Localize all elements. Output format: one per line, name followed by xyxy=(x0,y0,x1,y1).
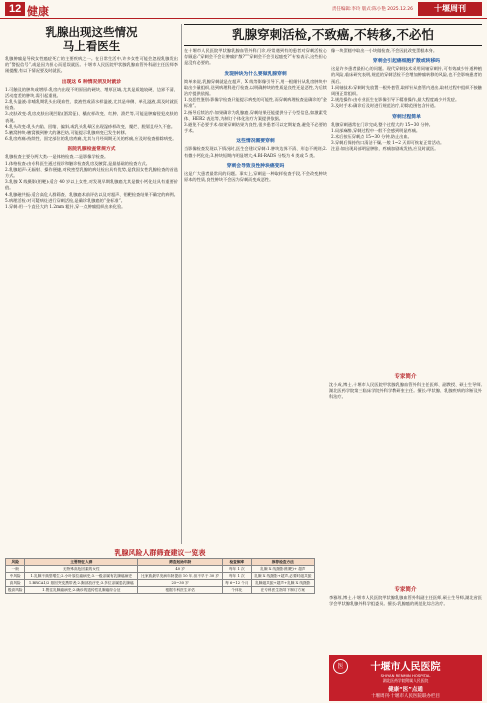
paragraph: 简单来说,乳腺穿刺就是在超声、X 线等影像引导下,用一根细针从乳房肿块中取出少量组织,送到病理科进行检查,以明确肿块的性质是良性还是恶性,为后续治疗提供依据。 xyxy=(184,78,327,97)
screening-table xyxy=(5,558,315,594)
column-footer: 十堰周刊·十堰市人民医院联办栏目 xyxy=(371,694,440,699)
paragraph: 1.穿刺:用一个直径大约 1.2mm 粗针,穿一点肿瘤组织出来化验。 xyxy=(5,204,126,210)
paragraph: 乳腺肿瘤是导致女性癌症死亡的主要疾病之一。在日常生活中,许多女性可能会忽视乳腺发出的“警报信号”,或是因为担心而延误就医。十堰市人民医院甲状腺乳腺血管外科副主任医师李刚提醒,有以下情况要及时就医。 xyxy=(5,56,178,74)
section-name: 健康 xyxy=(27,5,49,18)
left-article-body xyxy=(5,56,178,210)
table-cell: 每年 1 次 xyxy=(223,566,252,573)
paragraph: 注意:如出现局部明显肿胀、疼痛加剧或发热,应及时就医。 xyxy=(331,146,439,152)
paragraph: 2.乳头溢液:非哺乳期乳头出现血性、浆液性或清水样溢液,尤其是单侧、单孔溢液,需及时就医检查。 xyxy=(5,99,178,111)
paragraph: 当影像检查发现以下情况时,医生会建议穿刺:1.肿块边界不清、形态不规则;2.有微小钙化灶;3.肿块短期内明显增大;4.BI-RADS 分级为 4 类或 5 类。 xyxy=(184,146,327,158)
left-article-title: 乳腺出现这些情况 马上看医生 xyxy=(45,25,138,53)
hospital-logo xyxy=(329,655,482,701)
table-cell: 根据专科医生评估 xyxy=(138,587,223,594)
table-cell: 在专科医生指导下制订方案 xyxy=(251,587,314,594)
table-body xyxy=(6,566,315,594)
paragraph: 3.皮肤改变:乳房皮肤出现凹陷(酒窝征)、橘皮样改变、红肿、溃烂等,可能是肿瘤侵犯皮肤的表现。 xyxy=(5,111,178,123)
paragraph: 6.乳房疼痛:持续性、固定部位的乳房疼痛,尤其与月经周期无关的疼痛,应及时检查排除病变。 xyxy=(5,136,177,142)
table-cell: 无特殊高危因素的女性 xyxy=(25,566,138,573)
paragraph: 4.乳腺磁共振:适合高危人群筛查、乳腺癌术前评估以及对超声、钼靶检查结果不确定的病例。 xyxy=(5,191,178,197)
table-cell: 25~30 岁 xyxy=(138,580,223,587)
table-cell: 比家族最早发病年龄提前 10 年,但不早于 30 岁 xyxy=(138,573,223,580)
main-article-col2 xyxy=(331,48,482,153)
paragraph: 1.可触及的肿块或增厚:乳房内出现不明原因的硬块、增厚区域,尤其是质地较硬、边界不清、活动度差的肿块,需引起重视。 xyxy=(5,86,178,98)
expert-heading: 专家简介 xyxy=(394,587,417,593)
expert-bio: 李雅琼,博士,十堰市人民医院甲状腺乳腺血管外科副主任医师,硕士生导师,湖北省医学会甲状腺乳腺外科学组委员。擅长:乳腺癌的规范化综合治疗。 xyxy=(329,595,482,607)
table-cell: 乳腺 X 线摄影(钼靶)+ 超声 xyxy=(251,566,314,573)
table-row xyxy=(6,587,315,594)
expert-profile-2 xyxy=(329,585,482,607)
paragraph: 4.乳头改变:乳头内陷、回缩、偏斜,或乳头乳晕区出现湿疹样改变、糜烂、脱屑且经久不愈。 xyxy=(5,123,176,129)
paragraph: 2.规范操作:由专业医生在影像引导下精准操作,最大程度减少并发症。 xyxy=(331,97,460,103)
paragraph: 5.病理活检:对可疑病灶进行穿刺活检,是确诊乳腺癌的“金标准”。 xyxy=(5,197,125,203)
column-slogan: 健康“医”点通 xyxy=(388,687,423,693)
paragraph: 5.腋窝肿块:腋窝摸到肿大的淋巴结,可能提示乳腺病变已发生转移。 xyxy=(5,130,129,136)
table-cell: 40 岁 xyxy=(138,566,223,573)
paragraph: 2.术后按压穿刺点 15~30 分钟,防止出血。 xyxy=(331,134,412,140)
hospital-subname: 湖北医药学院附属人民医院 xyxy=(382,678,429,683)
paragraph: 3.乳腺 X 线摄影(钼靶):适合 40 岁以上女性,对发现早期乳腺癌尤其是微小钙化灶具有重要价值。 xyxy=(5,179,178,191)
subheading: 医院乳腺检查常规方式 xyxy=(67,147,116,153)
paragraph: 1.体格检查:由专科医生通过视诊和触诊检查乳房及腋窝,是最基础的检查方式。 xyxy=(5,160,150,166)
subheading: 穿刺会导致良性肿块癌变吗 xyxy=(226,163,285,169)
paragraph: 乳腺穿刺通常在门诊完成,整个过程大约 15~30 分钟。 xyxy=(331,121,433,127)
paragraph: 1.良恶性鉴别:影像学检查只能提示病变的可能性,而穿刺病理检查是确诊的“金标准”。 xyxy=(184,97,327,109)
table-cell: 1.BRCA1/2 基因突变携带者;2.胸部放疗史;3.多位亲属患乳腺癌 xyxy=(25,580,138,587)
table-cell: 个体化 xyxy=(223,587,252,594)
paragraph: 1.局部麻醉,穿刺过程中一般不会感到明显疼痛。 xyxy=(331,127,421,133)
table-header-cell: 推荐检查方法 xyxy=(251,559,314,566)
paragraph: 这是广大患者最常问的问题。事实上,穿刺是一种取样检查手段,不会改变肿块原本的性质,良性肿块不会因为穿刺而变成恶性。 xyxy=(184,170,327,183)
editor-info: 责任编辑:李玲 版式:陈小艳 2025.12.26 xyxy=(331,7,413,12)
paragraph: 3.避免不必要手术:如果穿刺结果为良性,很多患者可以定期复查,避免不必要的手术。 xyxy=(184,122,327,134)
hospital-seal-icon: 医 xyxy=(333,659,348,674)
subheading: 穿刺过程简单 xyxy=(392,114,421,120)
paragraph: 这是许多患者最担心的问题。现代穿刺技术采用同轴穿刺针,可有效减少针道种植的风险,临床研究表明,规范的穿刺活检不会增加肿瘤转移的风险,也不会影响患者的预后。 xyxy=(331,66,482,84)
paragraph: 2.乳腺超声:无辐射、操作便捷,对致密型乳腺的病灶检出具有优势,是我国女性乳腺检查的首选方式。 xyxy=(5,166,178,179)
paragraph: 3.及时手术:确诊后及时进行规范治疗,切除范围包含针道。 xyxy=(331,103,439,109)
table-cell: 每 6~12 个月 xyxy=(223,580,252,587)
page-number: 12 xyxy=(5,2,25,16)
page-header xyxy=(0,0,487,19)
table-cell: 一般 xyxy=(6,566,25,573)
hospital-name-english: SHIYAN RENMIN HOSPITAL xyxy=(380,673,431,678)
subheading: 出现这 6 种情况须及时就诊 xyxy=(61,79,122,85)
paragraph: 乳腺检查主要分两大类:一是体格检查,二是影像学检查。 xyxy=(5,154,109,160)
table-title: 乳腺风险人群筛查建议一览表 xyxy=(114,549,206,557)
paragraph: 1.同轴技术:穿刺时先放置一根外套管,取样针从套管内进出,取材过程中组织不接触周围正常组织。 xyxy=(331,84,482,97)
table-cell: 高风险 xyxy=(6,580,25,587)
expert-heading: 专家简介 xyxy=(394,374,417,380)
paragraph: 在十堰市人民医院甲状腺乳腺血管外科门诊,经常遇到有的患者对穿刺活检心存顾虑:“穿刺会不会让肿瘤扩散?”“穿刺会不会引起癌变?”专家表示,这些担心是没有必要的。 xyxy=(184,48,327,66)
table-header-cell: 风险 xyxy=(6,559,25,566)
subheading: 穿刺会引起癌细胞扩散或转移吗 xyxy=(372,59,441,65)
table-cell: 每年 1 次 xyxy=(223,573,252,580)
expert-bio: 沈小成,博士,十堰市人民医院甲状腺乳腺血管外科主任医师、副教授、硕士生导师,湖北医药学院第三临床学院外科学教研室主任。擅长:甲状腺、乳腺疾病的诊断及外科治疗。 xyxy=(329,382,482,400)
table-row xyxy=(6,566,315,573)
table-cell: 极高风险 xyxy=(6,587,25,594)
main-article-title: 乳腺穿刺活检,不致癌,不转移,不必怕 xyxy=(184,24,482,46)
subheading: 这些情况需要穿刺 xyxy=(236,139,275,145)
table-row xyxy=(6,573,315,580)
subheading: 发现肿块为什么要做乳腺穿刺 xyxy=(224,71,287,77)
main-article-col1 xyxy=(184,48,327,183)
table-cell: 1.乳腺不典型增生;2.小叶原位癌病史;3.一级亲属有乳腺癌病史 xyxy=(25,573,138,580)
expert-profile-1 xyxy=(329,372,482,401)
brand-logo: 十堰周刊 xyxy=(418,2,482,16)
table-row xyxy=(6,580,315,587)
table-cell: 1.既往乳腺癌病史;2.确诊的遗传性乳腺癌综合征 xyxy=(25,587,138,594)
column-divider xyxy=(181,24,182,544)
table-header-row xyxy=(6,559,315,566)
paragraph: 3.穿刺后保持伤口清洁干燥,一般 1~2 天即可恢复正常活动。 xyxy=(331,140,445,146)
table-cell: 乳腺 X 线摄影+超声,必要时磁共振 xyxy=(251,573,314,580)
paragraph: 像一块蛋糕中取出一小块做检查,不会因此改变蛋糕本身。 xyxy=(331,48,438,53)
table-header-cell: 检查频率 xyxy=(223,559,252,566)
hospital-name: 十堰市人民医院 xyxy=(370,662,441,673)
paragraph: 2.指导后续治疗:如果确诊为乳腺癌,穿刺结果还能提供分子分型信息,如激素受体、HER2 表达等,为制订个体化治疗方案提供依据。 xyxy=(184,109,327,121)
table-header-cell: 筛查起始年龄 xyxy=(138,559,223,566)
table-cell: 乳腺磁共振+超声+乳腺 X 线摄影 xyxy=(251,580,314,587)
table-header-cell: 主要特征人群 xyxy=(25,559,138,566)
table-cell: 中风险 xyxy=(6,573,25,580)
